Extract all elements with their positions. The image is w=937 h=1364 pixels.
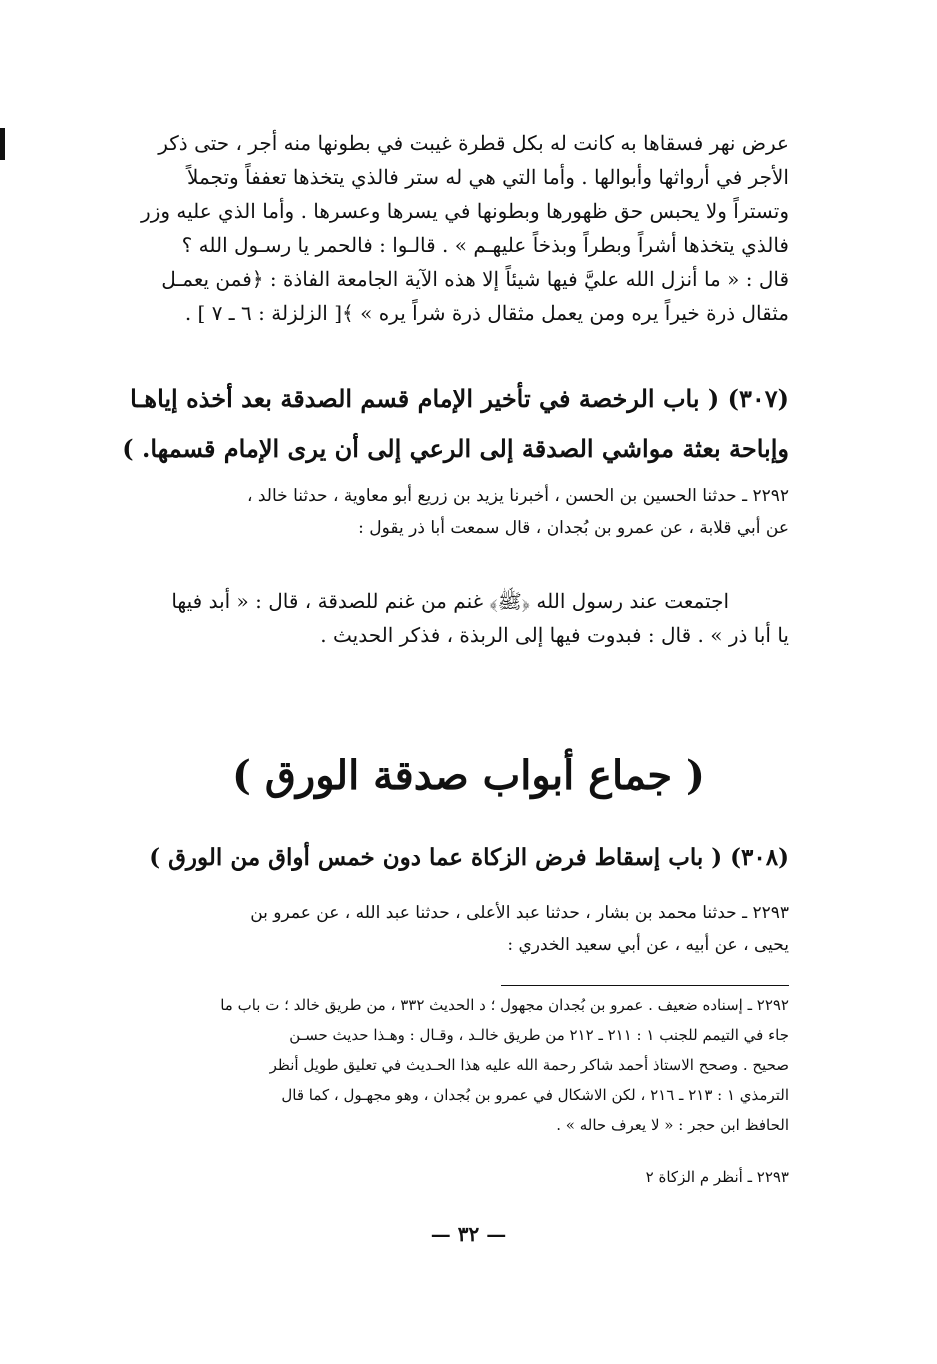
hadith-2291-continuation (117, 126, 789, 330)
footnote-line: الترمذي ١ : ٢١٣ ـ ٢١٦ ، لكن الاشكال في عمرو بن بُجدان ، وهو مجهـول ، كما قال (281, 1086, 789, 1104)
text-line: وتستراً ولا يحبس حق ظهورها وبطونها في يسرها وعسرها . وأما الذي عليه وزر (141, 199, 789, 223)
heading-line: (٣٠٨) ( باب إسقاط فرض الزكاة عما دون خمس أواق من الورق ) (149, 844, 789, 871)
heading-line: (٣٠٧) ( باب الرخصة في تأخير الإمام قسم الصدقة بعد أخذه إياهـا (130, 384, 789, 413)
text-line: مثقال ذرة خيراً يره ومن يعمل مثقال ذرة شراً يره » ﴾[ الزلزلة : ٦ ـ ٧ ] . (184, 301, 789, 325)
footnote-line: جاء في التيمم للجنب ١ : ٢١١ ـ ٢١٢ من طريق خالـد ، وقـال : وهـذا حديث حسـن (289, 1026, 789, 1044)
hadith-2292-isnad (117, 480, 789, 544)
text-line: ٢٢٩٣ ـ حدثنا محمد بن بشار ، حدثنا عبد الأعلى ، حدثنا عبد الله ، عن عمرو بن (250, 903, 789, 923)
text-line: يحيى ، عن أبيه ، عن أبي سعيد الخدري : (507, 935, 789, 955)
text-line: ٢٢٩٢ ـ حدثنا الحسين بن الحسن ، أخبرنا يزيد بن زريع أبو معاوية ، حدثنا خالد ، (246, 486, 789, 506)
text-line: عرض نهر فسقاها به كانت له بكل قطرة غيبت في بطونها منه أجر ، حتى ذكر (158, 131, 789, 155)
chapter-307-heading (117, 374, 789, 474)
chapter-308-heading (117, 838, 789, 878)
heading-line: وإباحة بعثة مواشي الصدقة إلى الرعي إلى أن يرى الإمام قسمها. ) (122, 434, 789, 463)
text-line: يا أبا ذر » . قال : فبدوت فيها إلى الربذة ، فذكر الحديث . (320, 623, 789, 647)
page-edge-mark (0, 128, 5, 160)
footnote-separator (501, 985, 789, 986)
page-number: — ٣٢ — (430, 1222, 507, 1246)
text-line: فالذي يتخذها أشراً وبطراً وبذخاً عليهـم » . قالـوا : فالحمر يا رسـول الله ؟ (181, 233, 789, 257)
text-line: الأجر في أرواثها وأبوالها . وأما التي هي له ستر فالذي يتخذها تعففاً وتجملاً (187, 165, 789, 189)
footnote-line: ٢٢٩٢ ـ إسناده ضعيف . عمرو بن بُجدان مجهول ؛ د الحديث ٣٣٢ ، من طريق خالد ؛ ت باب ما (220, 996, 789, 1014)
footnote-line: صحيح . وصحح الاستاذ أحمد شاكر رحمة الله عليه هذا الحـديث في تعليق طويل أنظر (269, 1056, 789, 1074)
text-line: اجتمعت عند رسول الله ﴿ﷺ﴾ غنم من غنم للصدقة ، قال : « أبد فيها (171, 589, 729, 613)
section-title: ( جماع أبواب صدقة الورق ) (232, 752, 705, 799)
footnote-line: ٢٢٩٣ ـ أنظر م الزكاة ٢ (645, 1168, 789, 1186)
text-line: عن أبي قلابة ، عن عمرو بن بُجدان ، قال سمعت أبا ذر يقول : (358, 518, 789, 538)
footnote-2292 (117, 990, 789, 1140)
hadith-2292-matn (117, 584, 789, 652)
footnote-2293 (117, 1162, 789, 1192)
footnote-line: الحافظ ابن حجر : « لا يعرف حاله » . (556, 1116, 789, 1134)
hadith-2293-isnad (117, 897, 789, 961)
text-line: قال : « ما أنزل الله عليَّ فيها شيئاً إلا هذه الآية الجامعة الفاذة : ﴿فمن يعمـل (161, 267, 789, 291)
